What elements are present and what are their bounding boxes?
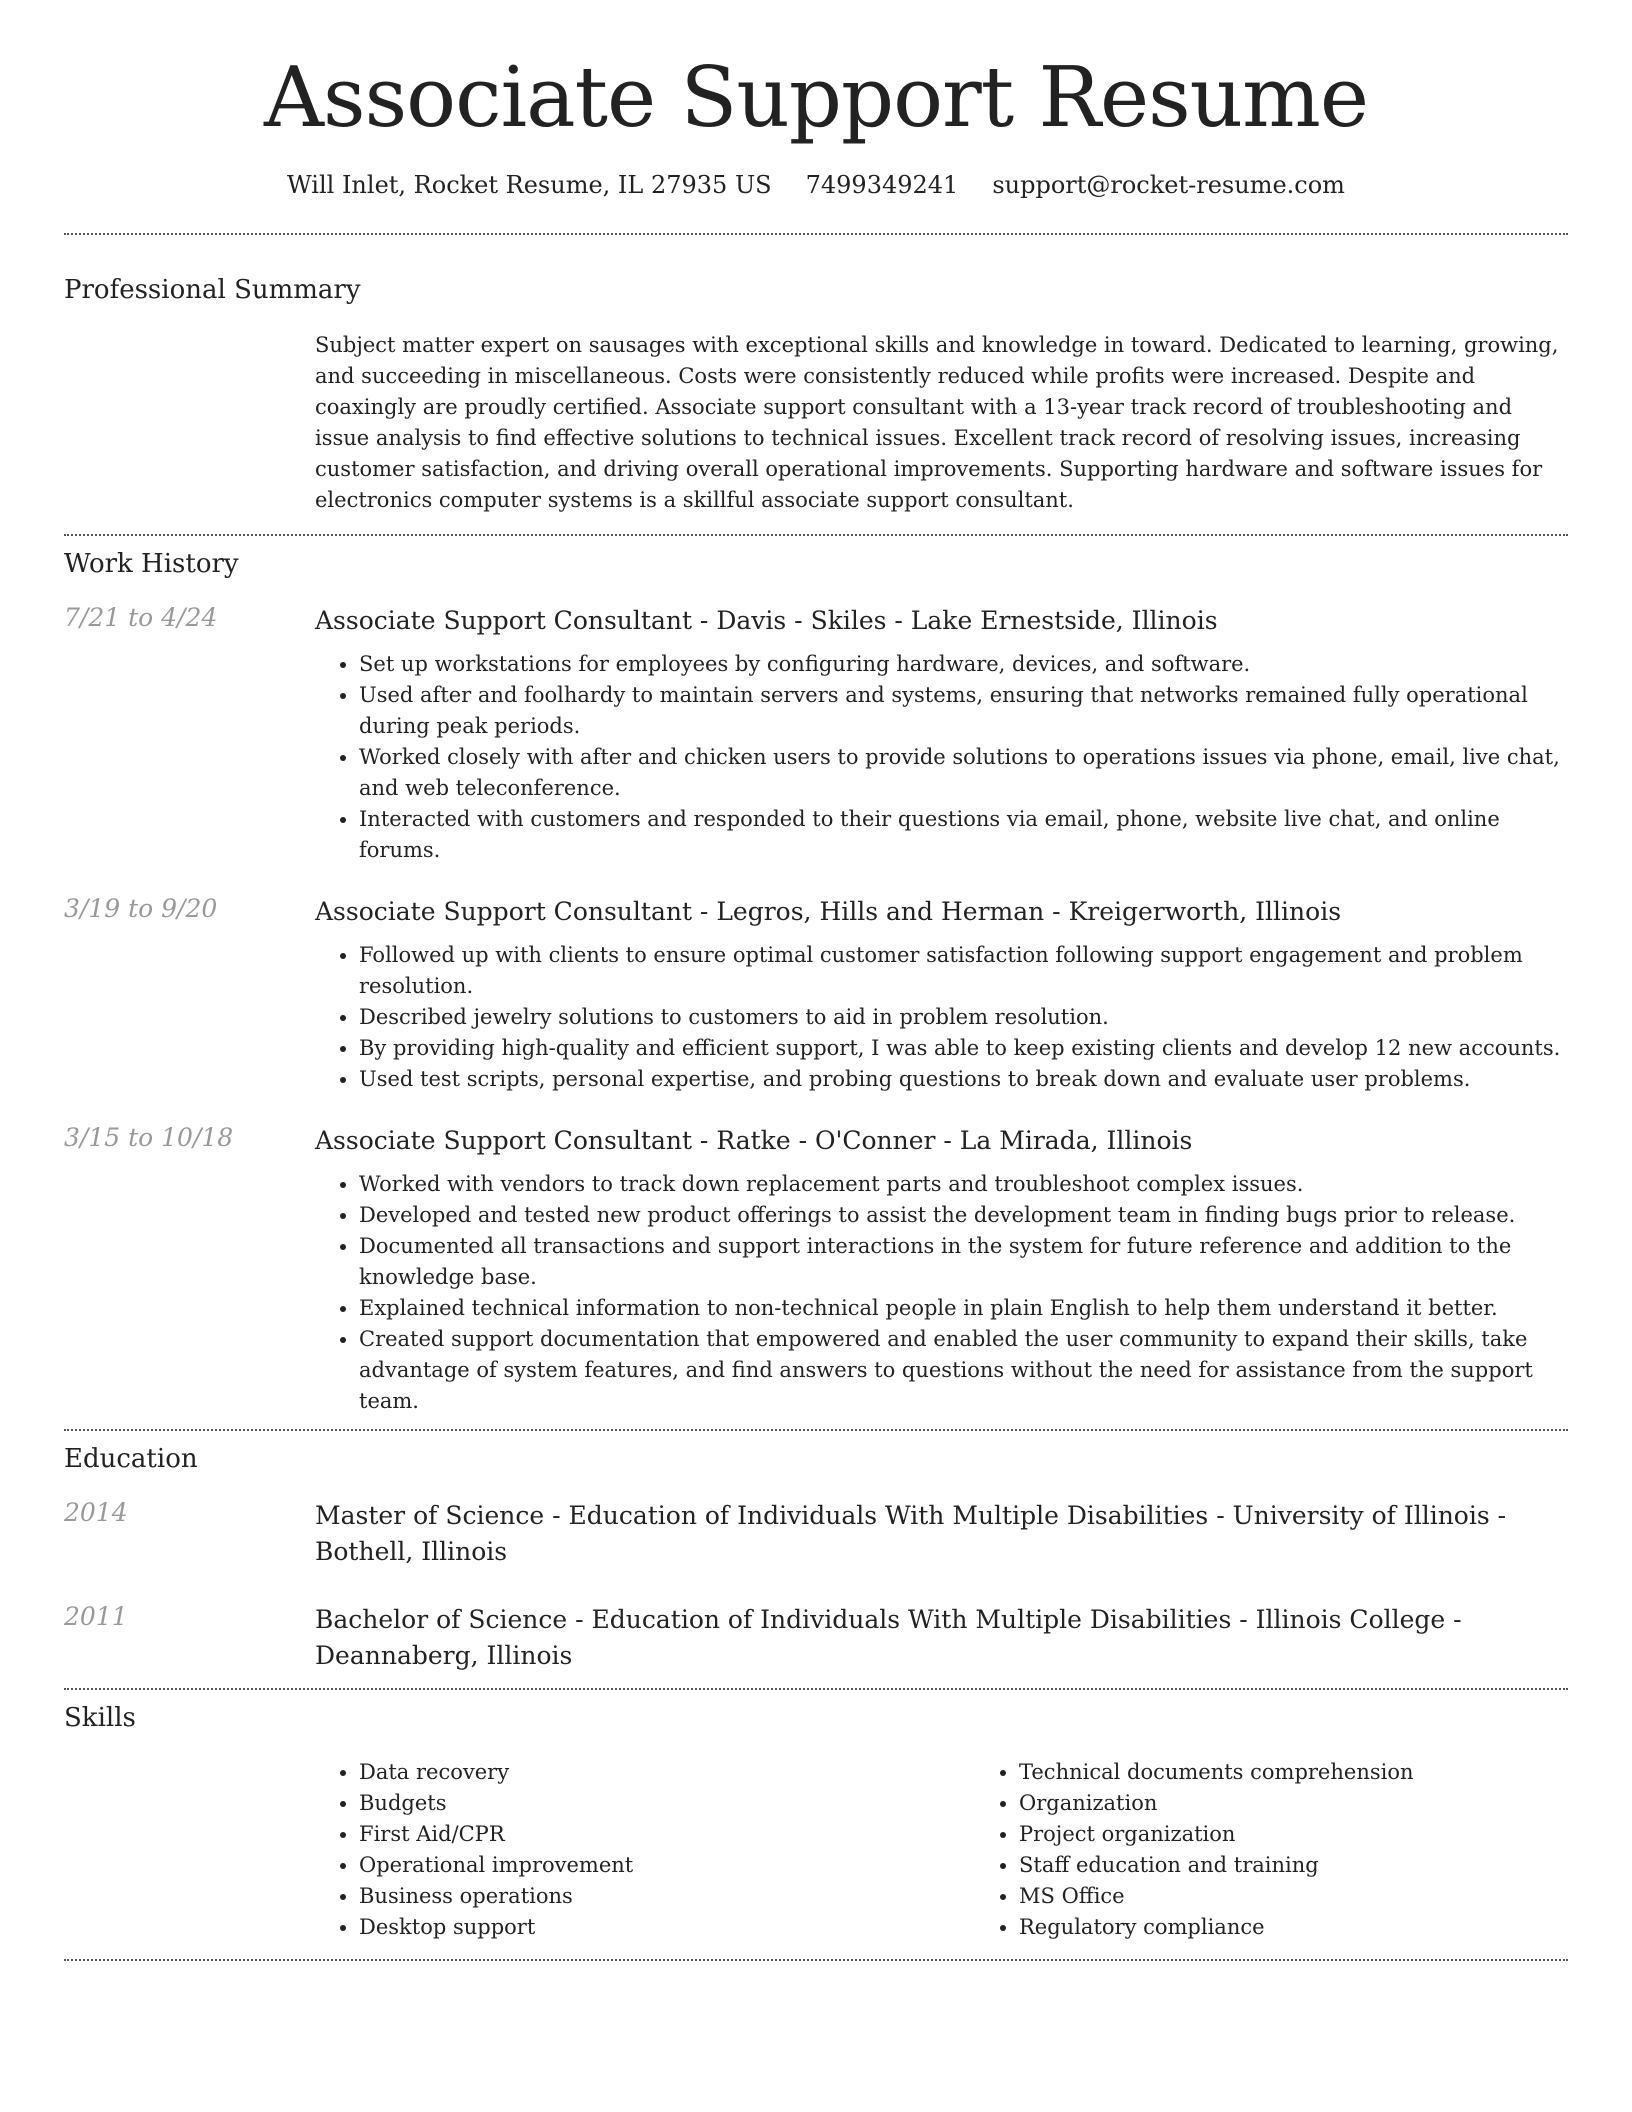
skills-columns — [315, 1757, 1632, 1943]
education-section — [0, 1431, 1632, 1674]
job-bullets — [315, 940, 1568, 1095]
contact-address: Will Inlet, Rocket Resume, IL 27935 US — [287, 171, 772, 200]
job-bullet: • Used after and foolhardy to maintain servers and systems, ensuring that networks remained fully operational during peak periods. — [359, 680, 1568, 742]
job-bullet: • Set up workstations for employees by configuring hardware, devices, and software. — [359, 649, 1568, 680]
skill-item: • Data recovery — [359, 1757, 975, 1788]
skill-item: • Desktop support — [359, 1912, 975, 1943]
education-heading: Education — [64, 1444, 198, 1475]
job-heading: Associate Support Consultant - Davis - Skiles - Lake Ernestside, Illinois — [315, 606, 1218, 636]
skills-spacer — [64, 1757, 315, 1943]
skill-item: • Organization — [1019, 1788, 1632, 1819]
skill-item: • Budgets — [359, 1788, 975, 1819]
job-bullet: • Interacted with customers and responded to their questions via email, phone, website live chat, and online forums. — [359, 804, 1568, 866]
skills-list-right — [975, 1757, 1632, 1943]
contact-line — [0, 171, 1632, 199]
skill-item: • Operational improvement — [359, 1850, 975, 1881]
skills-section — [0, 1690, 1632, 1943]
job-heading: Associate Support Consultant - Legros, Hills and Herman - Kreigerworth, Illinois — [315, 897, 1342, 927]
resume-title: Associate Support Resume — [264, 49, 1368, 146]
education-entry — [64, 1498, 1568, 1570]
job-dates: 3/15 to 10/18 — [64, 1123, 234, 1153]
contact-email: support@rocket-resume.com — [992, 171, 1345, 200]
skill-item: • MS Office — [1019, 1881, 1632, 1912]
job-dates: 7/21 to 4/24 — [64, 603, 218, 633]
job-bullets — [315, 1169, 1568, 1417]
skill-item: • First Aid/CPR — [359, 1819, 975, 1850]
job-bullet: • Used test scripts, personal expertise, and probing questions to break down and evaluate user problems. — [359, 1064, 1568, 1095]
skill-item: • Regulatory compliance — [1019, 1912, 1632, 1943]
work-history-heading: Work History — [64, 549, 239, 580]
job-entry — [64, 894, 1568, 1095]
job-dates: 3/19 to 9/20 — [64, 894, 218, 924]
skills-heading: Skills — [64, 1703, 136, 1734]
skill-item: • Staff education and training — [1019, 1850, 1632, 1881]
job-bullet: • Developed and tested new product offerings to assist the development team in finding bugs prior to release. — [359, 1200, 1568, 1231]
job-entry — [64, 1123, 1568, 1417]
skill-item: • Business operations — [359, 1881, 975, 1912]
job-bullet: • Worked with vendors to track down replacement parts and troubleshoot complex issues. — [359, 1169, 1568, 1200]
job-bullet: • Described jewelry solutions to customers to aid in problem resolution. — [359, 1002, 1568, 1033]
job-bullet: • Created support documentation that empowered and enabled the user community to expand their skills, take advantage of system features, and find answers to questions without the need for assistance from the support team. — [359, 1324, 1568, 1417]
contact-phone: 7499349241 — [805, 171, 959, 200]
education-text: Master of Science - Education of Individuals With Multiple Disabilities - University of Illinois - Bothell, Illinois — [315, 1501, 1507, 1567]
job-bullet: • Followed up with clients to ensure optimal customer satisfaction following support engagement and problem resolution. — [359, 940, 1568, 1002]
skill-item: • Project organization — [1019, 1819, 1632, 1850]
resume-header — [0, 0, 1632, 199]
job-heading: Associate Support Consultant - Ratke - O'Conner - La Mirada, Illinois — [315, 1126, 1193, 1156]
section-divider — [64, 1959, 1568, 1961]
skill-item: • Technical documents comprehension — [1019, 1757, 1632, 1788]
job-bullet: • By providing high-quality and efficient support, I was able to keep existing clients and develop 12 new accounts. — [359, 1033, 1568, 1064]
summary-heading: Professional Summary — [64, 275, 361, 306]
job-bullets — [315, 649, 1568, 866]
education-year: 2011 — [64, 1602, 128, 1632]
job-entry — [64, 603, 1568, 866]
education-text: Bachelor of Science - Education of Individuals With Multiple Disabilities - Illinois College - Deannaberg, Illinois — [315, 1605, 1462, 1671]
summary-section — [0, 235, 1632, 516]
job-bullet: • Worked closely with after and chicken users to provide solutions to operations issues via phone, email, live chat, and web teleconference. — [359, 742, 1568, 804]
skills-list-left — [315, 1757, 975, 1943]
summary-spacer — [64, 330, 315, 516]
work-history-section — [0, 536, 1632, 1417]
education-entry — [64, 1602, 1568, 1674]
summary-text: Subject matter expert on sausages with exceptional skills and knowledge in toward. Dedicated to learning, growing, and succeeding in miscellaneous. Costs were consistently reduced while profits were increased. Despite and coaxingly are proudly certified. Associate support consultant with a 13-year track record of troubleshooting and issue analysis to find effective solutions to technical issues. Excellent track record of resolving issues, increasing customer satisfaction, and driving overall operational improvements. Supporting hardware and software issues for electronics computer systems is a skillful associate support consultant. — [315, 333, 1559, 513]
education-year: 2014 — [64, 1498, 128, 1528]
job-bullet: • Explained technical information to non-technical people in plain English to help them understand it better. — [359, 1293, 1568, 1324]
job-bullet: • Documented all transactions and support interactions in the system for future reference and addition to the knowledge base. — [359, 1231, 1568, 1293]
